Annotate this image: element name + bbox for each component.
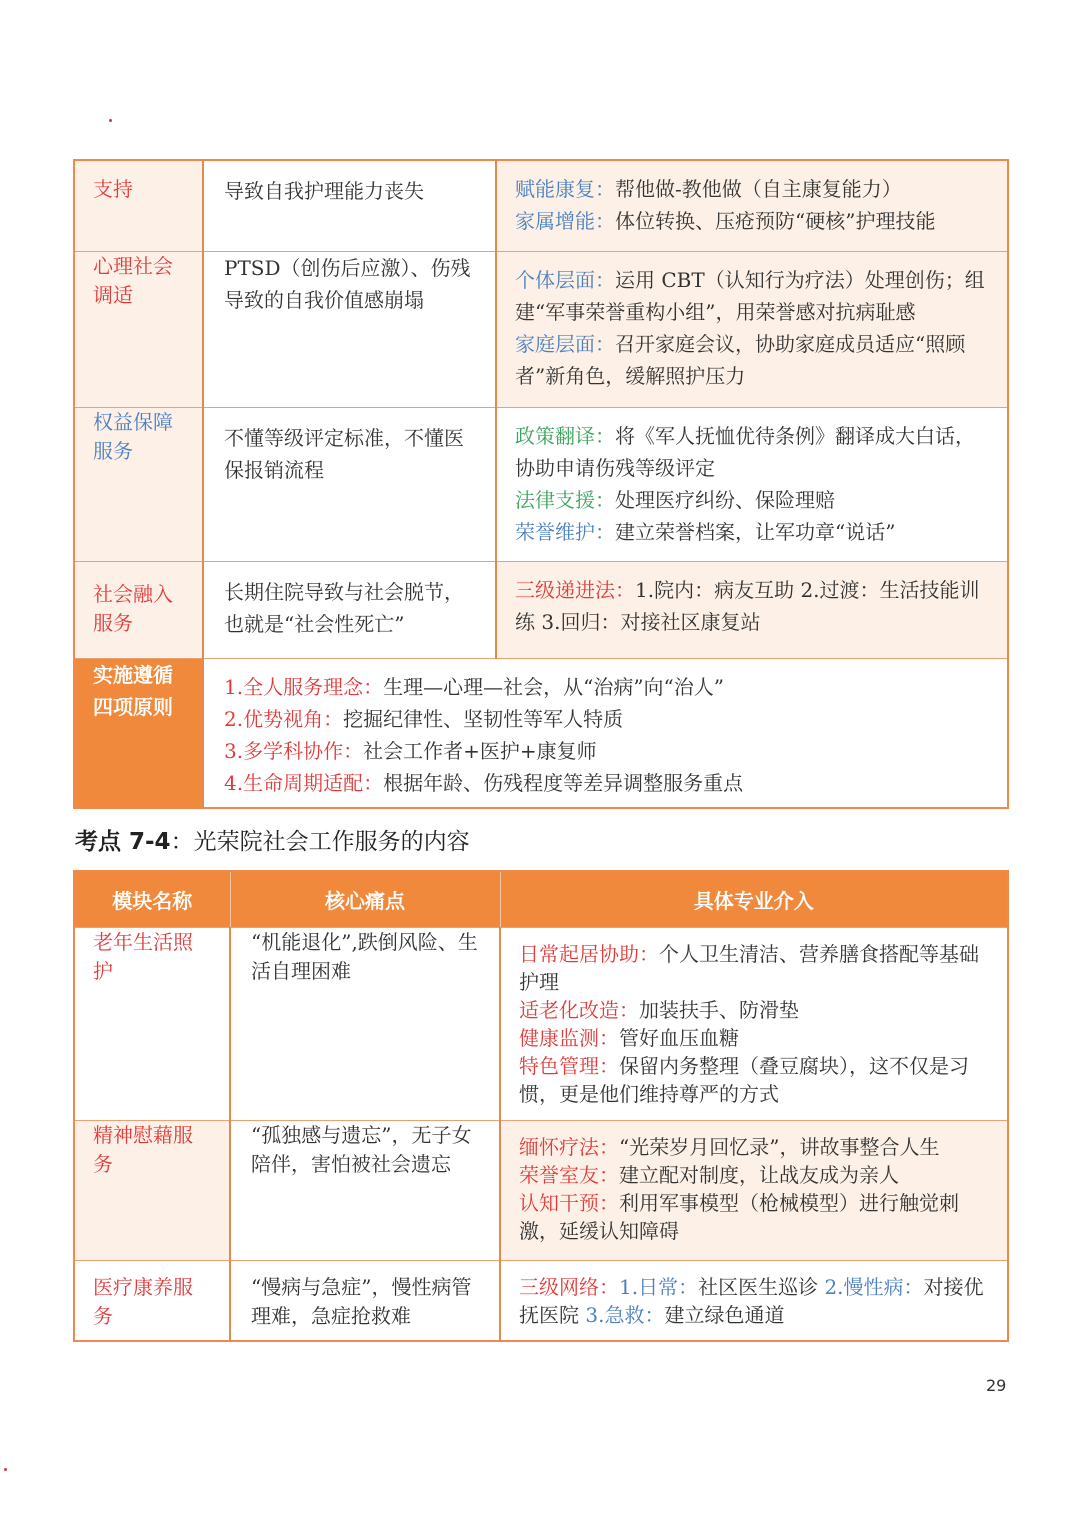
service-table-1 bbox=[73, 159, 1009, 809]
principle-label: 4.生命周期适配： bbox=[224, 770, 384, 795]
intervention-label: 个体层面： bbox=[515, 267, 615, 292]
intervention-text: 管好血压血糖 bbox=[619, 1026, 739, 1050]
column-header: 核心痛点 bbox=[230, 871, 500, 928]
table-row bbox=[74, 407, 1008, 561]
network-text: 社区医生巡诊 bbox=[698, 1275, 825, 1299]
principle-text: 挖掘纪律性、坚韧性等军人特质 bbox=[343, 706, 624, 731]
intervention-label: 认知干预： bbox=[519, 1191, 619, 1215]
table-row bbox=[74, 1121, 1008, 1261]
network-text: 对接优抚医院 bbox=[519, 1275, 984, 1327]
intervention-label: 日常起居协助： bbox=[519, 942, 659, 966]
intervention-label: 法律支援： bbox=[515, 487, 615, 512]
intervention-list bbox=[497, 408, 1007, 548]
principle-text: 生理—心理—社会，从“治病”向“治人” bbox=[383, 674, 724, 699]
intervention-text: 利用军事模型（枪械模型）进行触觉刺激，延缓认知障碍 bbox=[519, 1191, 959, 1243]
page-number: 29 bbox=[986, 1376, 1007, 1395]
module-name: 老年生活照护 bbox=[93, 930, 193, 983]
intervention-list bbox=[501, 1261, 1007, 1329]
intervention-text: 建立配对制度，让战友成为亲人 bbox=[619, 1163, 899, 1187]
table-header-row bbox=[74, 871, 1008, 928]
table-row bbox=[74, 928, 1008, 1121]
section-heading-text: ：光荣院社会工作服务的内容 bbox=[170, 829, 470, 855]
section-heading-prefix: 考点 7-4 bbox=[75, 829, 171, 855]
intervention-text: 体位转换、压疮预防“硬核”护理技能 bbox=[615, 209, 936, 233]
intervention-label: 荣誉维护： bbox=[515, 519, 615, 544]
table-row bbox=[74, 251, 1008, 407]
intervention-label: 三级递进法： bbox=[515, 577, 635, 602]
pain-point: 导致自我护理能力丧失 bbox=[224, 179, 424, 203]
intervention-label: 缅怀疗法： bbox=[519, 1135, 619, 1159]
module-name: 精神慰藉服务 bbox=[93, 1123, 193, 1176]
principle-label: 2.优势视角： bbox=[224, 706, 344, 731]
principle-label: 1.全人服务理念： bbox=[224, 674, 384, 699]
network-text: 建立绿色通道 bbox=[664, 1303, 785, 1327]
intervention-list bbox=[497, 562, 1007, 638]
decor-dot bbox=[109, 119, 112, 122]
principle-text: 根据年龄、伤残程度等差异调整服务重点 bbox=[383, 770, 744, 795]
column-header: 模块名称 bbox=[74, 871, 230, 928]
network-tier: 3.急救： bbox=[585, 1303, 665, 1327]
intervention-label: 健康监测： bbox=[519, 1026, 619, 1050]
intervention-text: 加装扶手、防滑垫 bbox=[639, 998, 799, 1022]
principles-list bbox=[204, 659, 1007, 799]
service-table-2 bbox=[73, 870, 1009, 1342]
module-name: 心理社会调适 bbox=[93, 253, 173, 307]
intervention-text: 运用 CBT（认知行为疗法）处理创伤；组建“军事荣誉重构小组”，用荣誉感对抗病耻感 bbox=[515, 267, 985, 324]
intervention-text: 召开家庭会议，协助家庭成员适应“照顾者”新角色，缓解照护压力 bbox=[515, 331, 966, 388]
intervention-list bbox=[501, 928, 1007, 1108]
module-name: 社会融入服务 bbox=[93, 581, 173, 635]
decor-dot bbox=[4, 1468, 7, 1471]
module-name: 医疗康养服务 bbox=[93, 1275, 193, 1328]
pain-point: 长期住院导致与社会脱节，也就是“社会性死亡” bbox=[224, 579, 464, 636]
intervention-label: 家庭层面： bbox=[515, 331, 615, 356]
intervention-text: 1.院内：病友互助 2.过渡：生活技能训练 3.回归：对接社区康复站 bbox=[515, 577, 980, 634]
intervention-label: 家属增能： bbox=[515, 209, 615, 233]
intervention-list bbox=[501, 1121, 1007, 1245]
intervention-text: “光荣岁月回忆录”，讲故事整合人生 bbox=[619, 1135, 940, 1159]
intervention-text: 个人卫生清洁、营养膳食搭配等基础护理 bbox=[519, 942, 979, 994]
section-heading bbox=[75, 823, 470, 856]
network-tier: 1.日常： bbox=[619, 1275, 699, 1299]
principles-row bbox=[74, 658, 1008, 808]
pain-point: “机能退化”,跌倒风险、生活自理困难 bbox=[251, 930, 478, 983]
intervention-list bbox=[497, 252, 1007, 392]
table-row bbox=[74, 1261, 1008, 1341]
intervention-text: 将《军人抚恤优待条例》翻译成大白话，协助申请伤残等级评定 bbox=[515, 423, 975, 480]
table-row bbox=[74, 561, 1008, 658]
principle-label: 3.多学科协作： bbox=[224, 738, 364, 763]
intervention-label: 荣誉室友： bbox=[519, 1163, 619, 1187]
pain-point: “慢病与急症”，慢性病管理难，急症抢救难 bbox=[251, 1275, 472, 1328]
network-tier: 2.慢性病： bbox=[824, 1275, 924, 1299]
intervention-text: 建立荣誉档案，让军功章“说话” bbox=[615, 519, 896, 544]
intervention-label: 赋能康复： bbox=[515, 177, 615, 201]
intervention-text: 处理医疗纠纷、保险理赔 bbox=[615, 487, 835, 512]
column-header: 具体专业介入 bbox=[500, 871, 1008, 928]
intervention-label: 政策翻译： bbox=[515, 423, 615, 448]
intervention-text: 帮他做-教他做（自主康复能力） bbox=[615, 177, 902, 201]
network-label: 三级网络： bbox=[519, 1275, 619, 1299]
principles-title: 实施遵循四项原则 bbox=[93, 662, 173, 719]
pain-point: 不懂等级评定标准，不懂医保报销流程 bbox=[224, 425, 464, 482]
module-name: 权益保障服务 bbox=[93, 409, 173, 463]
principle-text: 社会工作者+医护+康复师 bbox=[363, 738, 597, 763]
pain-point: PTSD（创伤后应激）、伤残导致的自我价值感崩塌 bbox=[224, 255, 471, 312]
intervention-label: 特色管理： bbox=[519, 1054, 619, 1078]
pain-point: “孤独感与遗忘”，无子女陪伴，害怕被社会遗忘 bbox=[251, 1123, 472, 1176]
table-row bbox=[74, 160, 1008, 251]
intervention-text: 保留内务整理（叠豆腐块），这不仅是习惯，更是他们维持尊严的方式 bbox=[519, 1054, 969, 1106]
intervention-label: 适老化改造： bbox=[519, 998, 639, 1022]
module-name: 支持 bbox=[93, 177, 133, 201]
intervention-list bbox=[497, 161, 1007, 237]
